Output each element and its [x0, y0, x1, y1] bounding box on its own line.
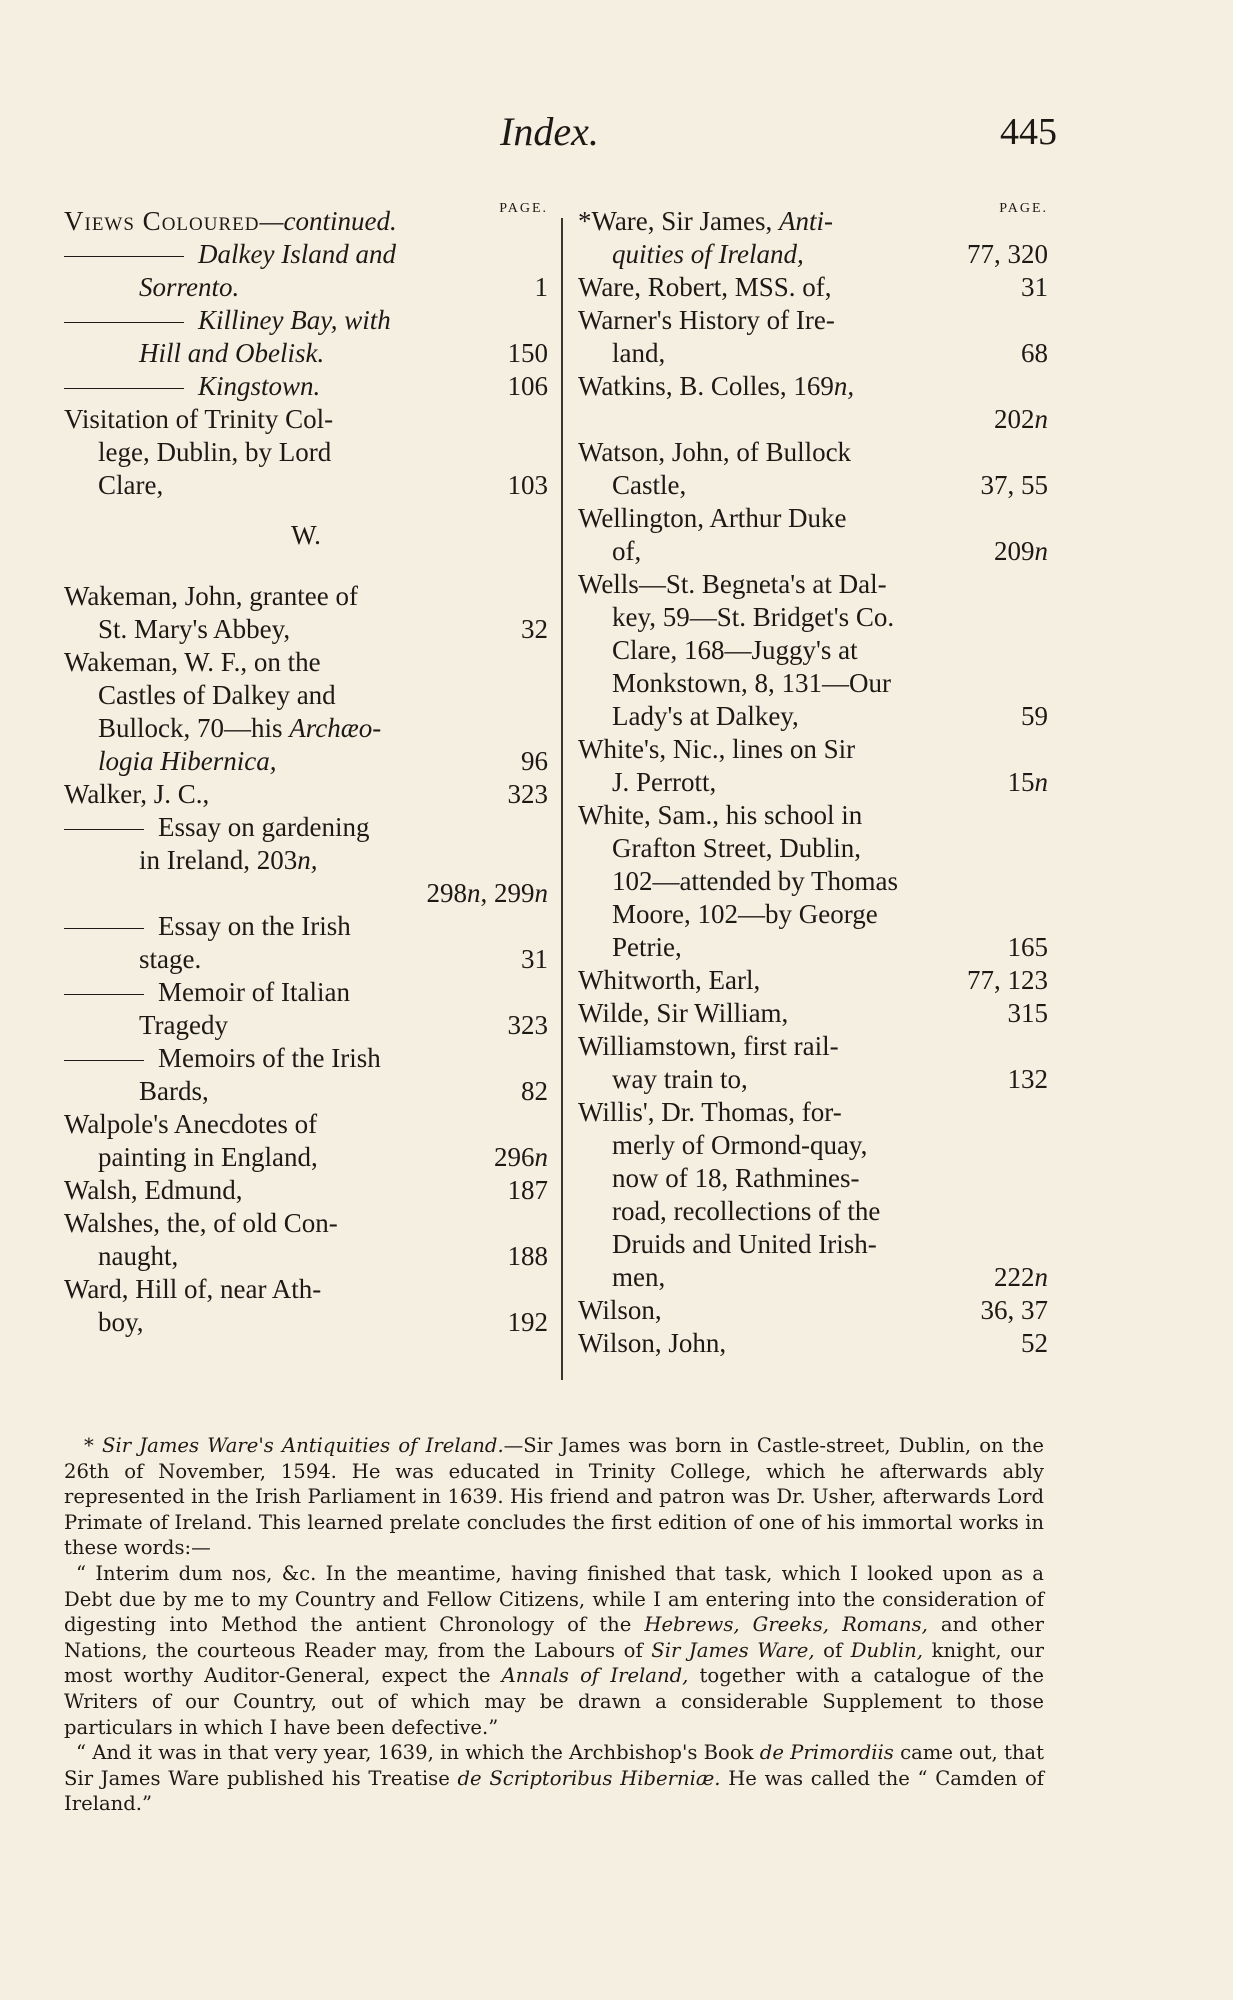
entry-page: 52 [1021, 1328, 1048, 1358]
index-column-right [578, 201, 1048, 1360]
index-entry-line [64, 844, 548, 877]
entry-text: Wellington, Arthur Duke [578, 503, 847, 533]
entry-text: Wakeman, John, grantee of [64, 581, 358, 611]
footnote-paragraph: “ Interim dum nos, &c. In the meantime, having finished that task, which I looked upon as a Debt due by me to my Country and Fellow Citizens, while I am entering into the consideration of digesting into Method the antient Chronology of the Hebrews, Greeks, Romans, and other Nations, the courteous Reader may, from the Labours of Sir James Ware, of Dublin, knight, our most worthy Auditor-General, expect the Annals of Ireland, together with a catalogue of the Writers of our Country, out of which may be drawn a considerable Supplement to those particulars in which I have been defective.” [64, 1561, 1045, 1739]
index-entry-line [578, 1228, 1048, 1261]
entry-page: 323 [507, 1010, 548, 1040]
ditto-dash [64, 829, 144, 830]
index-entry-line [64, 1273, 548, 1306]
entry-text: Clare, 168—Juggy's at [612, 635, 858, 665]
index-entry-line [64, 1108, 548, 1141]
index-entry-line [578, 1195, 1048, 1228]
entry-text: painting in England, [98, 1142, 318, 1172]
index-entry-line [64, 337, 548, 370]
index-entry-line [578, 700, 1048, 733]
index-entry-line [578, 1063, 1048, 1096]
entry-text: *Ware, Sir James, [578, 206, 780, 236]
entry-text: Druids and United Irish- [612, 1229, 877, 1259]
index-entry-line [578, 205, 1048, 238]
index-entry-line [64, 613, 548, 646]
entry-text: men, [612, 1262, 666, 1292]
index-entry-line [578, 865, 1048, 898]
index-entry-line [64, 1141, 548, 1174]
entry-text: Wilde, Sir William, [578, 998, 789, 1028]
index-entry-line [578, 271, 1048, 304]
index-entry-line [578, 1096, 1048, 1129]
index-entry-line [578, 469, 1048, 502]
index-entry-line [578, 535, 1048, 568]
index-entry-line [64, 910, 548, 943]
index-entry-line [64, 1009, 548, 1042]
ditto-dash [64, 994, 144, 995]
index-entry-line [578, 1030, 1048, 1063]
entry-text: Anti- [779, 206, 834, 236]
index-entry-line [578, 337, 1048, 370]
index-entry-line [64, 646, 548, 679]
index-entry-line [578, 766, 1048, 799]
index-entry-line [64, 745, 548, 778]
index-entry-line [64, 679, 548, 712]
entry-text: Watkins, B. Colles, 169 [578, 371, 834, 401]
entry-text: Ward, Hill of, near Ath- [64, 1274, 322, 1304]
entry-page: 298n, 299n [426, 878, 548, 908]
entry-text: Kingstown. [198, 371, 321, 401]
entry-page: 209n [994, 536, 1048, 566]
entry-text: Warner's History of Ire- [578, 305, 835, 335]
index-entry-line [578, 997, 1048, 1030]
entry-text: Killiney Bay, with [198, 305, 391, 335]
entry-text: Memoirs of the Irish [158, 1043, 381, 1073]
index-entry-line [578, 1261, 1048, 1294]
index-entry-line [578, 799, 1048, 832]
index-entry-line [578, 1327, 1048, 1360]
entry-text: Grafton Street, Dublin, [612, 833, 861, 863]
entry-page: 323 [507, 779, 548, 809]
footnote-paragraph: * Sir James Ware's Antiquities of Ireland.—Sir James was born in Castle-street, Dublin, on the 26th of November, 1594. He was educated in Trinity College, which he afterwards ably represented in the Irish Parliament in 1639. His friend and patron was Dr. Usher, afterwards Lord Primate of Ireland. This learned prelate concludes the first edition of one of his immortal works in these words:— [64, 1434, 1044, 1560]
entry-text: Archæo- [289, 713, 382, 743]
entry-text: Petrie, [612, 932, 682, 962]
entry-text: Whitworth, Earl, [578, 965, 761, 995]
entry-text: Ware, Robert, MSS. of, [578, 272, 832, 302]
entry-text: naught, [98, 1241, 179, 1271]
entry-text: Hill and Obelisk. [139, 338, 325, 368]
index-entry-line [64, 1042, 548, 1075]
index-entry-line [64, 205, 548, 238]
entry-page: 82 [521, 1076, 548, 1106]
entry-text: of, [612, 536, 642, 566]
entry-text: J. Perrott, [612, 767, 717, 797]
page-label: PAGE. [499, 201, 548, 216]
entry-page: 1 [534, 272, 548, 302]
index-entry-line [578, 1162, 1048, 1195]
entry-text: stage. [139, 944, 202, 974]
entry-page: 31 [521, 944, 548, 974]
entry-text: Bullock, 70—his [98, 713, 290, 743]
entry-page: 96 [521, 746, 548, 776]
entry-text: Monkstown, 8, 131—Our [612, 668, 892, 698]
index-entry-line [578, 832, 1048, 865]
entry-text: land, [612, 338, 666, 368]
index-entry-line [578, 436, 1048, 469]
entry-text: Wilson, [578, 1295, 662, 1325]
index-entry-line [64, 1306, 548, 1339]
index-entry-line [64, 304, 548, 337]
index-entry-line [578, 238, 1048, 271]
index-entry-line [578, 667, 1048, 700]
page-label: PAGE. [999, 201, 1048, 216]
entry-text: in Ireland, 203 [139, 845, 298, 875]
footnote [64, 1433, 1044, 1817]
entry-text: boy, [98, 1307, 144, 1337]
entry-text: Walsh, Edmund, [64, 1175, 243, 1205]
index-entry-line [64, 370, 548, 403]
ditto-dash [64, 1060, 144, 1061]
entry-page: 315 [1007, 998, 1048, 1028]
index-entry-line [578, 634, 1048, 667]
entry-text: n, [297, 845, 318, 875]
index-entry-line [578, 601, 1048, 634]
entry-text: Castles of Dalkey and [98, 680, 336, 710]
entry-text: lege, Dublin, by Lord [98, 437, 332, 467]
entry-page: 187 [507, 1175, 548, 1205]
entry-text: Essay on gardening [158, 812, 370, 842]
entry-page: 31 [1021, 272, 1048, 302]
entry-page: 165 [1007, 932, 1048, 962]
entry-page: 222n [994, 1262, 1048, 1292]
entry-text: Tragedy [139, 1010, 229, 1040]
entry-text: logia Hibernica, [98, 746, 277, 776]
index-entry-line [64, 1075, 548, 1108]
entry-page: 296n [494, 1142, 548, 1172]
entry-text: Essay on the Irish [158, 911, 351, 941]
entry-text: road, recollections of the [612, 1196, 881, 1226]
index-entry-line [64, 580, 548, 613]
index-entry-line [578, 304, 1048, 337]
index-entry-line [64, 811, 548, 844]
entry-text: Wakeman, W. F., on the [64, 647, 321, 677]
entry-text: White, Sam., his school in [578, 800, 863, 830]
entry-text: Visitation of Trinity Col- [64, 404, 334, 434]
entry-text: Wilson, John, [578, 1328, 727, 1358]
index-entry-line [64, 403, 548, 436]
column-divider [561, 218, 563, 1380]
entry-text: Dalkey Island and [198, 239, 396, 269]
entry-page: 32 [521, 614, 548, 644]
index-entry-line [64, 1207, 548, 1240]
ditto-dash [64, 322, 184, 323]
index-entry-line [64, 877, 548, 910]
index-entry-line [578, 733, 1048, 766]
entry-text: Walshes, the, of old Con- [64, 1208, 338, 1238]
index-entry-line [64, 469, 548, 502]
entry-text: Willis', Dr. Thomas, for- [578, 1097, 842, 1127]
entry-page: 36, 37 [980, 1295, 1048, 1325]
index-entry-line [64, 1174, 548, 1207]
entry-page: 77, 320 [967, 239, 1048, 269]
index-column-left [64, 201, 548, 1339]
entry-text: Walpole's Anecdotes of [64, 1109, 318, 1139]
entry-text: Sorrento. [139, 272, 240, 302]
entry-text: Clare, [98, 470, 164, 500]
index-entry-line [578, 898, 1048, 931]
entry-text: 102—attended by Thomas [612, 866, 898, 896]
entry-text: Moore, 102—by George [612, 899, 878, 929]
index-entry-line [64, 436, 548, 469]
entry-text: Walker, J. C., [64, 779, 210, 809]
entry-text: key, 59—St. Bridget's Co. [612, 602, 895, 632]
index-entry-line [578, 403, 1048, 436]
entry-page: 103 [507, 470, 548, 500]
entry-page: 77, 123 [967, 965, 1048, 995]
entry-page: 188 [507, 1241, 548, 1271]
page-number: 445 [1000, 111, 1057, 153]
entry-text: Castle, [612, 470, 687, 500]
entry-text: merly of Ormond-quay, [612, 1130, 868, 1160]
entry-page: 37, 55 [980, 470, 1048, 500]
index-entry-line [64, 271, 548, 304]
entry-text: now of 18, Rathmines- [612, 1163, 860, 1193]
index-entry-line [578, 568, 1048, 601]
index-entry-line [64, 712, 548, 745]
index-entry-line [64, 943, 548, 976]
entry-page: 59 [1021, 701, 1048, 731]
entry-text: Williamstown, first rail- [578, 1031, 839, 1061]
entry-text: n, [833, 371, 855, 401]
entry-text: St. Mary's Abbey, [98, 614, 291, 644]
index-entry-line [64, 1240, 548, 1273]
entry-text: White's, Nic., lines on Sir [578, 734, 856, 764]
entry-page: 192 [507, 1307, 548, 1337]
ditto-dash [64, 256, 184, 257]
entry-page: 15n [1007, 767, 1048, 797]
index-entry-line [64, 976, 548, 1009]
entry-text: Memoir of Italian [158, 977, 350, 1007]
entry-page: 132 [1007, 1064, 1048, 1094]
entry-heading: Views Coloured [64, 206, 260, 236]
entry-text: Watson, John, of Bullock [578, 437, 852, 467]
index-entry-line [64, 778, 548, 811]
index-entry-line [578, 964, 1048, 997]
section-letter: W. [291, 520, 321, 550]
entry-text: quities of Ireland, [612, 239, 804, 269]
footnote-paragraph: “ And it was in that very year, 1639, in which the Archbishop's Book de Primordiis came out, that Sir James Ware published his Treatise de Scriptoribus Hiberniæ. He was called the “ Camden of Ireland.” [64, 1741, 1044, 1816]
entry-page: 68 [1021, 338, 1048, 368]
index-entry-line [578, 370, 1048, 403]
entry-text: way train to, [612, 1064, 748, 1094]
index-entry-line [64, 238, 548, 271]
index-entry-line [578, 931, 1048, 964]
entry-page: 106 [507, 371, 548, 401]
entry-heading-cont: —continued. [259, 206, 397, 236]
index-entry-line [578, 1129, 1048, 1162]
ditto-dash [64, 388, 184, 389]
index-entry-line [578, 502, 1048, 535]
running-title: Index. [500, 109, 599, 154]
entry-page: 202n [994, 404, 1048, 434]
index-entry-line [578, 1294, 1048, 1327]
entry-text: Lady's at Dalkey, [612, 701, 799, 731]
entry-page: 150 [507, 338, 548, 368]
entry-text: Wells—St. Begneta's at Dal- [578, 569, 887, 599]
entry-text: Bards, [139, 1076, 209, 1106]
ditto-dash [64, 928, 144, 929]
